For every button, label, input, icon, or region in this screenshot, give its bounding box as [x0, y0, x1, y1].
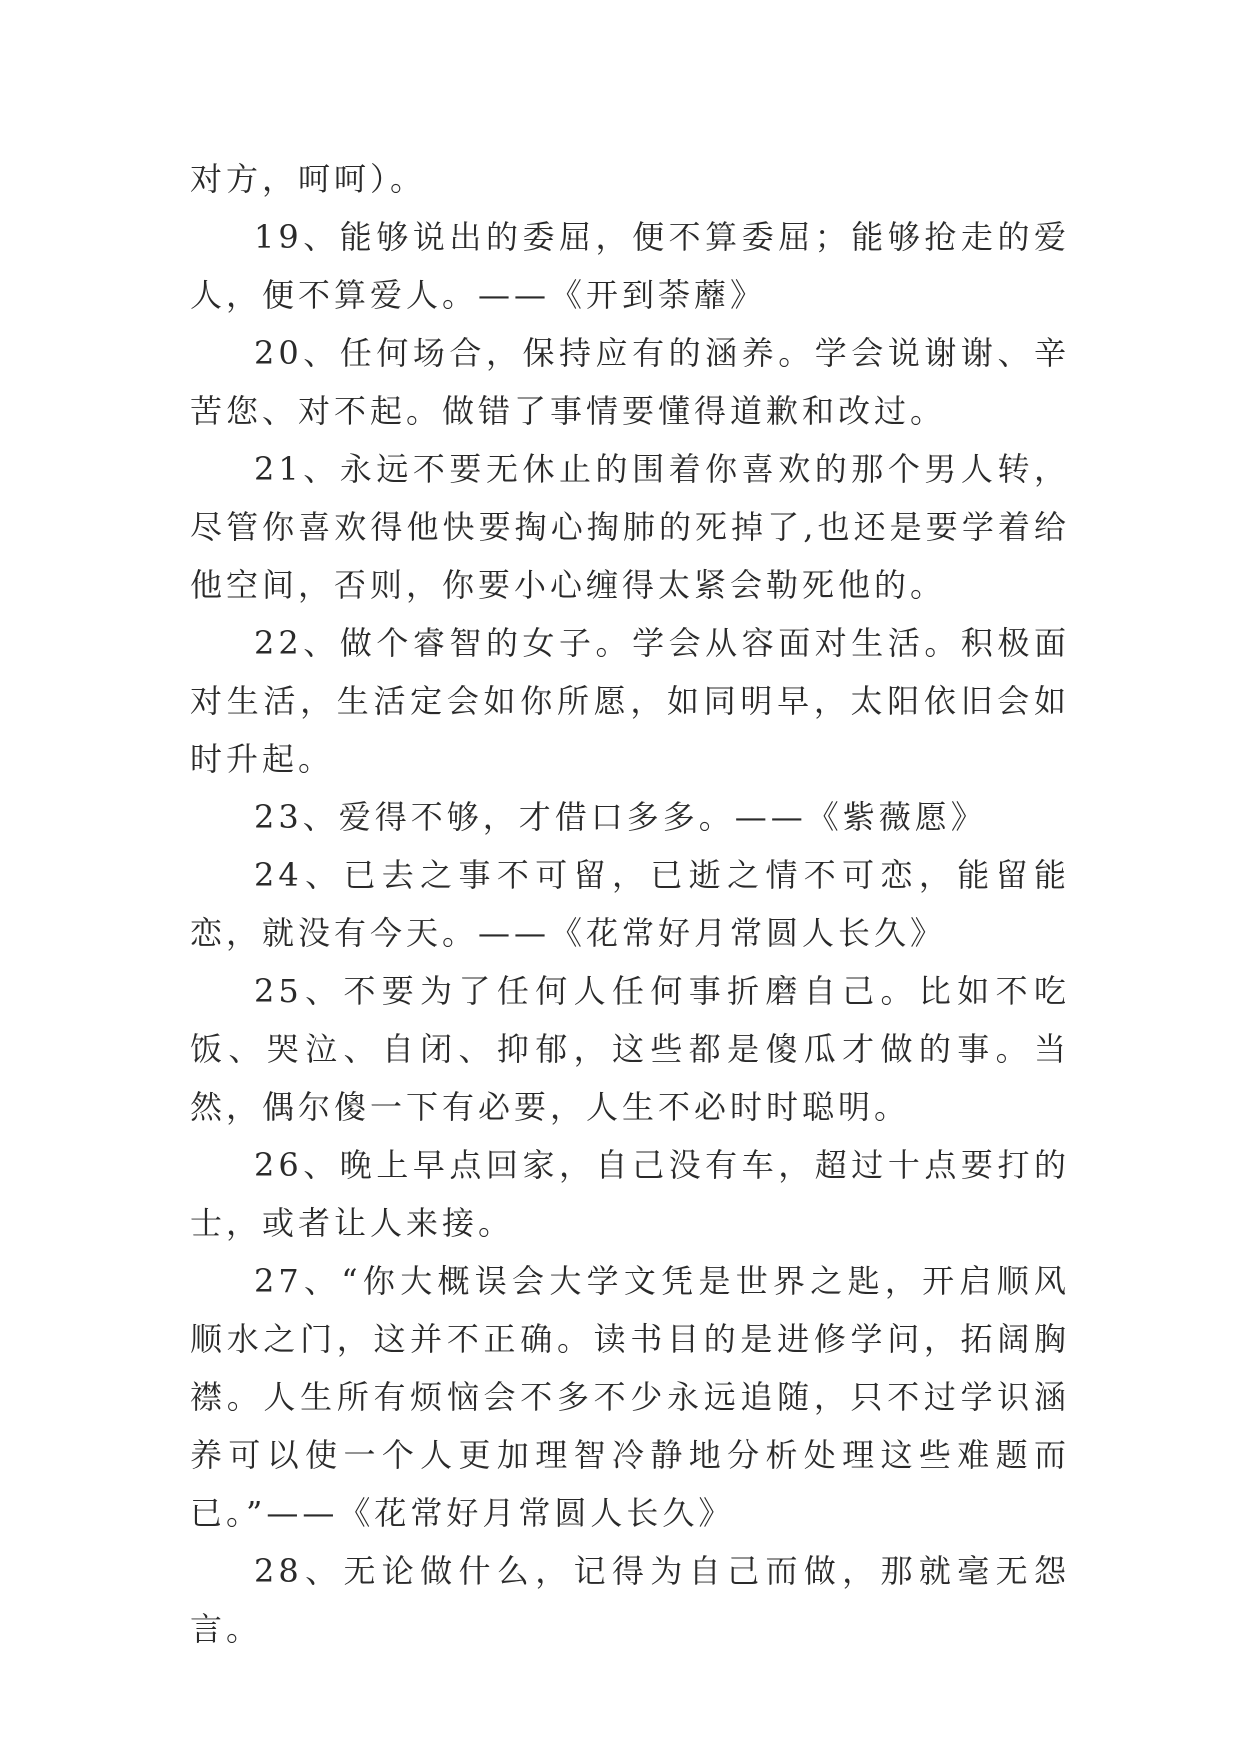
- paragraph-25: 25、不要为了任何人任何事折磨自己。比如不吃饭、哭泣、自闭、抑郁，这些都是傻瓜才做的事。当然，偶尔傻一下有必要，人生不必时时聪明。: [190, 972, 1070, 1126]
- paragraph-28: 28、无论做什么，记得为自己而做，那就毫无怨言。: [190, 1552, 1070, 1648]
- paragraph-22: 22、做个睿智的女子。学会从容面对生活。积极面对生活，生活定会如你所愿，如同明早，太阳依旧会如时升起。: [190, 624, 1070, 778]
- paragraph-24: 24、已去之事不可留，已逝之情不可恋，能留能恋，就没有今天。——《花常好月常圆人长久》: [190, 856, 1070, 952]
- paragraph-20: 20、任何场合，保持应有的涵养。学会说谢谢、辛苦您、对不起。做错了事情要懂得道歉和改过。: [190, 334, 1070, 430]
- paragraph-23: 23、爱得不够，才借口多多。——《紫薇愿》: [254, 798, 987, 836]
- paragraph-19: 19、能够说出的委屈，便不算委屈；能够抢走的爱人，便不算爱人。——《开到荼蘼》: [190, 218, 1070, 314]
- document-body: [190, 150, 1070, 1658]
- paragraph-27: 27、“你大概误会大学文凭是世界之匙，开启顺风顺水之门，这并不正确。读书目的是进修学问，拓阔胸襟。人生所有烦恼会不多不少永远追随，只不过学识涵养可以使一个人更加理智冷静地分析处理这些难题而已。”——《花常好月常圆人长久》: [190, 1262, 1070, 1532]
- paragraph-18-continuation: 对方，呵呵）。: [190, 160, 427, 198]
- paragraph-26: 26、晚上早点回家，自己没有车，超过十点要打的士，或者让人来接。: [190, 1146, 1070, 1242]
- paragraph-21: 21、永远不要无休止的围着你喜欢的那个男人转，尽管你喜欢得他快要掏心掏肺的死掉了,也还是要学着给他空间，否则，你要小心缠得太紧会勒死他的。: [190, 450, 1070, 604]
